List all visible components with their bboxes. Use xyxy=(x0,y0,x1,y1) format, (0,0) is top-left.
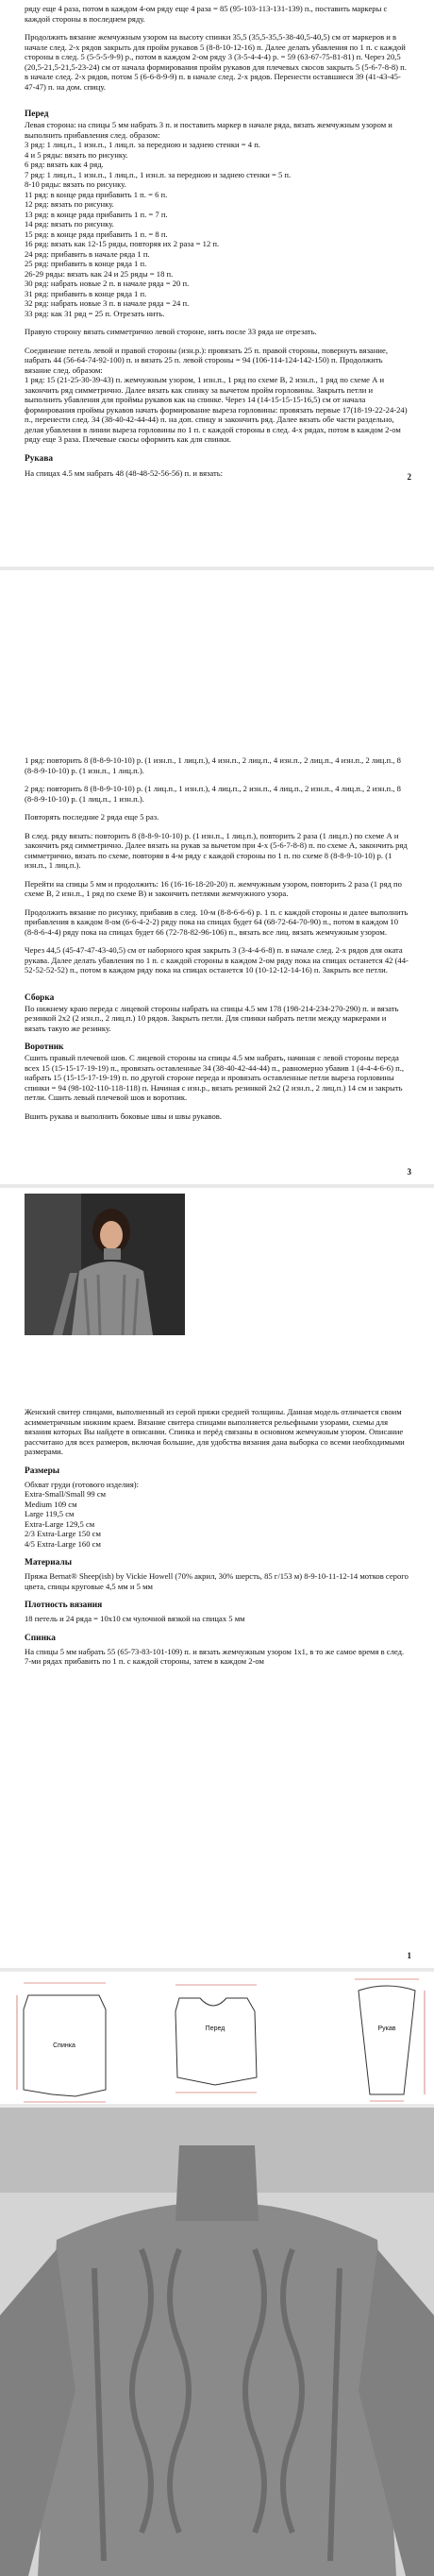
intro-block xyxy=(25,4,409,92)
front-schematic xyxy=(175,1985,257,2093)
front-paragraph: 32 ряд: набрать новые 3 п. в начале ряда = 24 п. xyxy=(25,298,190,308)
back-text: На спицы 5 мм набрать 55 (65-73-83-101-109) п. и вязать жемчужным узором 1х1, в то же самое время в след. 7-ми рядах прибавить по 1 п. с каждой стороны, затем в каждом 2-ом xyxy=(25,1646,405,1666)
back-heading: Спинка xyxy=(25,1633,56,1643)
sleeve-paragraph: Перейти на спицы 5 мм и продолжить: 16 (16-16-18-20-20) п. жемчужным узором, повторить 2 раза (1 ряд по схеме В, 2 изн.п., 1 ряд по схеме В) и закончить петлями жемчужного узора. xyxy=(25,878,402,898)
sleeve-paragraph: В след. ряду вязать: повторить 8 (8-8-9-10-10) р. (1 изн.п., 1 лиц.п.), повторить 2 раза (1 лиц.п.) по схеме А и закончить ряд симметрично. Далее вязать на рукав за вычетом при 4-х (5-6-7-8-8) п. по схеме А, закончить ряд симметрично, вязать по схеме, повторяя в 4-м ряду с каждой стороны по 1 п. по схеме 8 (8-8-9-10-10) р. (1 изн.п., 1 лиц.п.). xyxy=(25,830,408,870)
front-text xyxy=(25,120,409,445)
front-paragraph: 1 ряд: 15 (21-25-30-39-43) п. жемчужным узором, 1 изн.п., 1 ряд по схеме В, 2 изн.п., 1 ряд по схеме А и закончить ряд симметрично. Далее вязать как спинку за вычетом пройм горловины. Закрыть петли и выполнить убавления для проймы рукавов как на спинке. Через 14 (14-15-15-15-16,5) см от начала формирования проймы рукавов начать формирование выреза горловины: провязать первые 17(18-19-22-24-24) п., перенести след. 34 (38-40-42-44-44) п. на доп. спицу и закончить ряд. Далее вязать обе части раздельно, делая убавления в линии выреза горловины по 1 п. с каждой стороны в след. 4-х рядах, потом в каждом 2-ом ряду еще 3 раза. Плечевые скосы оформить как для спинки. xyxy=(25,375,408,444)
sleeve-rows xyxy=(25,755,409,975)
sleeve-schematic xyxy=(355,1979,425,2101)
front-paragraph: 25 ряд: прибавить в конце ряда 1 п. xyxy=(25,259,147,268)
sleeve-paragraph: Повторять последние 2 ряда еще 5 раз. xyxy=(25,812,159,822)
front-paragraph: 12 ряд: вязать по рисунку. xyxy=(25,199,114,209)
sleeve-paragraph: 1 ряд: повторить 8 (8-8-9-10-10) р. (1 изн.п., 1 лиц.п.), 4 изн.п., 2 лиц.п., 4 изн.п., 2 лиц.п., 4 изн.п., 2 лиц.п., 8 (8-8-9-10-10) р. (1 изн.п., 1 лиц.п.). xyxy=(25,755,401,775)
size-item: 2/3 Extra-Large 150 см xyxy=(25,1529,101,1538)
sizes-list xyxy=(25,1489,409,1549)
size-item: 4/5 Extra-Large 160 см xyxy=(25,1538,101,1549)
sleeve-paragraph: Через 44,5 (45-47-47-43-40,5) см от наборного края закрыть 3 (3-4-4-6-8) п. в начале след. 2-х рядов для оката рукава. Далее делать убавления по 1 п. с каждой стороны в каждом 2-ом ряду пока на спицах останется 42 (44-52-52-52-52) п., потом в каждом ряду пока на спицах останется 10 (10-12-12-14-16) п. Закрыть все петли. xyxy=(25,945,409,974)
front-paragraph: 11 ряд: в конце ряда прибавить 1 п. = 6 п. xyxy=(25,189,168,199)
front-heading: Перед xyxy=(25,110,49,119)
intro-paragraph: Продолжить вязание жемчужным узором на высоту спинки 35,5 (35,5-35,5-38-40,5-40,5) см от маркеров и в начале след. 2-х рядов закрыть для пройм рукавов 5 (8-8-10-12-16) п. Далее делать убавления по 1 п. с каждой стороны в след. 5 (5-5-5-9-9) р., потом в каждом 2-ом ряду 3 (3-5-4-4-4) р. = 59 (63-67-75-81-81) п. Через 20,5 (20,5-21,5-21,5-23-24) см от начала формирования пройм рукавов для плечевых скосов закрыть 5 (5-6-7-8-8) п. в начале след. 2-х рядов, потом 5 (6-6-8-9-9) п. в начале след. 2-х рядов. Перенести оставшиеся 39 (41-43-45-47-47) п. на дом. спицу. xyxy=(25,32,407,92)
front-paragraph: 8-10 ряды: вязать по рисунку. xyxy=(25,179,126,189)
front-paragraph: 16 ряд: вязать как 12-15 ряды, повторяя их 2 раза = 12 п. xyxy=(25,239,220,248)
materials-heading: Материалы xyxy=(25,1558,73,1568)
front-paragraph: 33 ряд: как 31 ряд = 25 п. Отрезать нить. xyxy=(25,308,165,318)
front-paragraph: 31 ряд: прибавить в конце ряда 1 п. xyxy=(25,288,147,298)
size-item: Large 119,5 см xyxy=(25,1509,75,1518)
schematics-diagram xyxy=(0,1972,434,2104)
front-label: Перед xyxy=(205,2025,225,2032)
sizes-intro: Обхват груди (готового изделия): xyxy=(25,1479,140,1489)
page-2 xyxy=(0,0,434,567)
front-paragraph: 26-29 ряды: вязать как 24 и 25 ряды = 18 п. xyxy=(25,268,174,279)
front-paragraph: 13 ряд: в конце ряда прибавить 1 п. = 7 п. xyxy=(25,209,168,219)
sleeves-heading: Рукава xyxy=(25,453,54,464)
front-paragraph: 14 ряд: вязать по рисунку. xyxy=(25,219,114,229)
gauge-heading: Плотность вязания xyxy=(25,1601,103,1610)
sleeve-label: Рукав xyxy=(377,2025,396,2032)
intro-paragraph: ряду еще 4 раза, потом в каждом 4-ом ряду еще 4 раза = 85 (95-103-113-131-139) п., поставить маркеры с каждой стороны в последнем ряду. xyxy=(25,4,388,24)
page-3 xyxy=(0,570,434,1184)
back-schematic xyxy=(17,1983,106,2102)
front-paragraph: 4 и 5 ряды: вязать по рисунку. xyxy=(25,149,128,160)
intro-text: Женский свитер спицами, выполненный из серой пряжи средней толщины. Данная модель отличается своим асимметричным нижним краем. Вязание свитера спицами выполняется рельефными узорами, схемы для вязания которых Вы найдете в описании. Спинка и перёд связаны в основном жемчужным узором. Описание рассчитано для всех размеров, включая большие, для удобства вязания дана выборка со всеми необходимыми размерами. xyxy=(25,1407,405,1456)
sleeve-paragraph: Продолжить вязание по рисунку, прибавив в след. 10-м (8-8-6-6-6) р. 1 п. с каждой стороны и далее выполнить прибавления в каждом 8-ом (6-6-4-2-2) ряду пока на спицах будет 64 (68-72-64-70-90) п., потом в каждом 10 (8-8-6-4-4) ряду пока на спицах будет 66 (72-78-82-96-106) п., вязать все лиц. вязать жемчужным узором. xyxy=(25,907,409,937)
back-label: Спинка xyxy=(53,2042,75,2049)
front-paragraph: 15 ряд: в конце ряда прибавить 1 п. = 8 п. xyxy=(25,229,168,239)
gauge-text: 18 петель и 24 ряда = 10х10 см чулочной вязкой на спицах 5 мм xyxy=(25,1614,245,1623)
front-paragraph: Правую сторону вязать симметрично левой стороне, нить после 33 ряда не отрезать. xyxy=(25,327,317,336)
sizes-heading: Размеры xyxy=(25,1466,60,1476)
size-item: Medium 109 см xyxy=(25,1499,77,1509)
page-number: 3 xyxy=(407,1167,411,1177)
page-number: 2 xyxy=(407,472,411,482)
size-item: Extra-Large 129,5 см xyxy=(25,1518,95,1529)
front-paragraph: Левая сторона: на спицы 5 мм набрать 3 п. и поставить маркер в начале ряда, вязать жемчужным узором и выполнить прибавления след. образом: xyxy=(25,120,392,140)
front-paragraph: 7 ряд: 1 лиц.п., 1 изн.п., 1 лиц.п., 1 изн.п. за передною и заднею стенки = 5 п. xyxy=(25,169,292,179)
collar-text xyxy=(25,1053,409,1121)
sweater-photo xyxy=(0,2108,434,2576)
front-paragraph: 30 ряд: набрать новые 2 п. в начале ряда = 20 п. xyxy=(25,279,190,288)
sweater-photo-illustration xyxy=(0,2108,434,2576)
model-photo-illustration xyxy=(25,1194,185,1335)
front-paragraph: 3 ряд: 1 лиц.п., 1 изн.п., 1 лиц.п. за передною и заднею стенки = 4 п. xyxy=(25,140,260,149)
collar-paragraph: Вшить рукава и выполнить боковые швы и швы рукавов. xyxy=(25,1110,222,1121)
sleeve-paragraph: 2 ряд: повторить 8 (8-8-9-10-10) р. (1 лиц.п., 1 изн.п.), 4 лиц.п., 2 изн.п., 4 лиц.п., 2 изн.п., 4 лиц.п., 2 изн.п., 8 (8-8-9-10-10) р. (1 лиц.п., 1 изн.п.). xyxy=(25,784,401,804)
page-number: 1 xyxy=(407,1951,411,1960)
front-paragraph: 6 ряд: вязать как 4 ряд. xyxy=(25,160,104,169)
size-item: Extra-Small/Small 99 см xyxy=(25,1489,107,1499)
collar-paragraph: Сшить правый плечевой шов. С лицевой стороны на спицы 4.5 мм набрать, начиная с левой стороны переда всех 15 (15-15-17-19-19) п., провязать оставленные 34 (38-40-42-44-44) п., равномерно убавив 1 (4-4-4-6-6) п., набрать 15 (15-15-17-19-19) п. по другой стороне переда и провязать оставленные петли выреза горловины спинки = 94 (98-102-110-118-118) п. Начиная с изн.р., вязать резинкой 2х2 (2 изн.п., 2 лиц.п.) 14 см и закрыть петли. Сшить левый плечевой шов и воротник. xyxy=(25,1053,404,1102)
assembly-heading: Сборка xyxy=(25,992,55,1003)
materials-text: Пряжа Bernat® Sheep(ish) by Vickie Howell (70% акрил, 30% шерсть, 85 г/153 м) 8-9-10-11-12-14 мотков серого цвета, спицы круговые 4,5 мм и 5 мм xyxy=(25,1571,409,1591)
assembly-text: По нижнему краю переда с лицевой стороны набрать на спицы 4.5 мм 178 (198-214-234-270-290) п. и вязать резинкой 2х2 (2 изн.п., 2 лиц.п.) 10 рядов. Закрыть петли. Для спинки набрать петли между маркерами и вязать такую же резинку. xyxy=(25,1003,399,1033)
schematics xyxy=(0,1972,434,2104)
front-paragraph: 24 ряд: прибавить в начале ряда 1 п. xyxy=(25,248,150,259)
sleeves-text: На спицах 4.5 мм набрать 48 (48-48-52-56-56) п. и вязать: xyxy=(25,467,224,478)
model-photo xyxy=(25,1194,185,1335)
collar-heading: Воротник xyxy=(25,1042,64,1052)
front-paragraph: Соединение петель левой и правой стороны (изн.р.): провязать 25 п. правой стороны, повернуть вязание, набрать 44 (56-64-74-92-100) п. и вязать 25 п. левой стороны = 94 (106-114-124-142-150) п. Продолжить вязание след. образом: xyxy=(25,345,388,375)
